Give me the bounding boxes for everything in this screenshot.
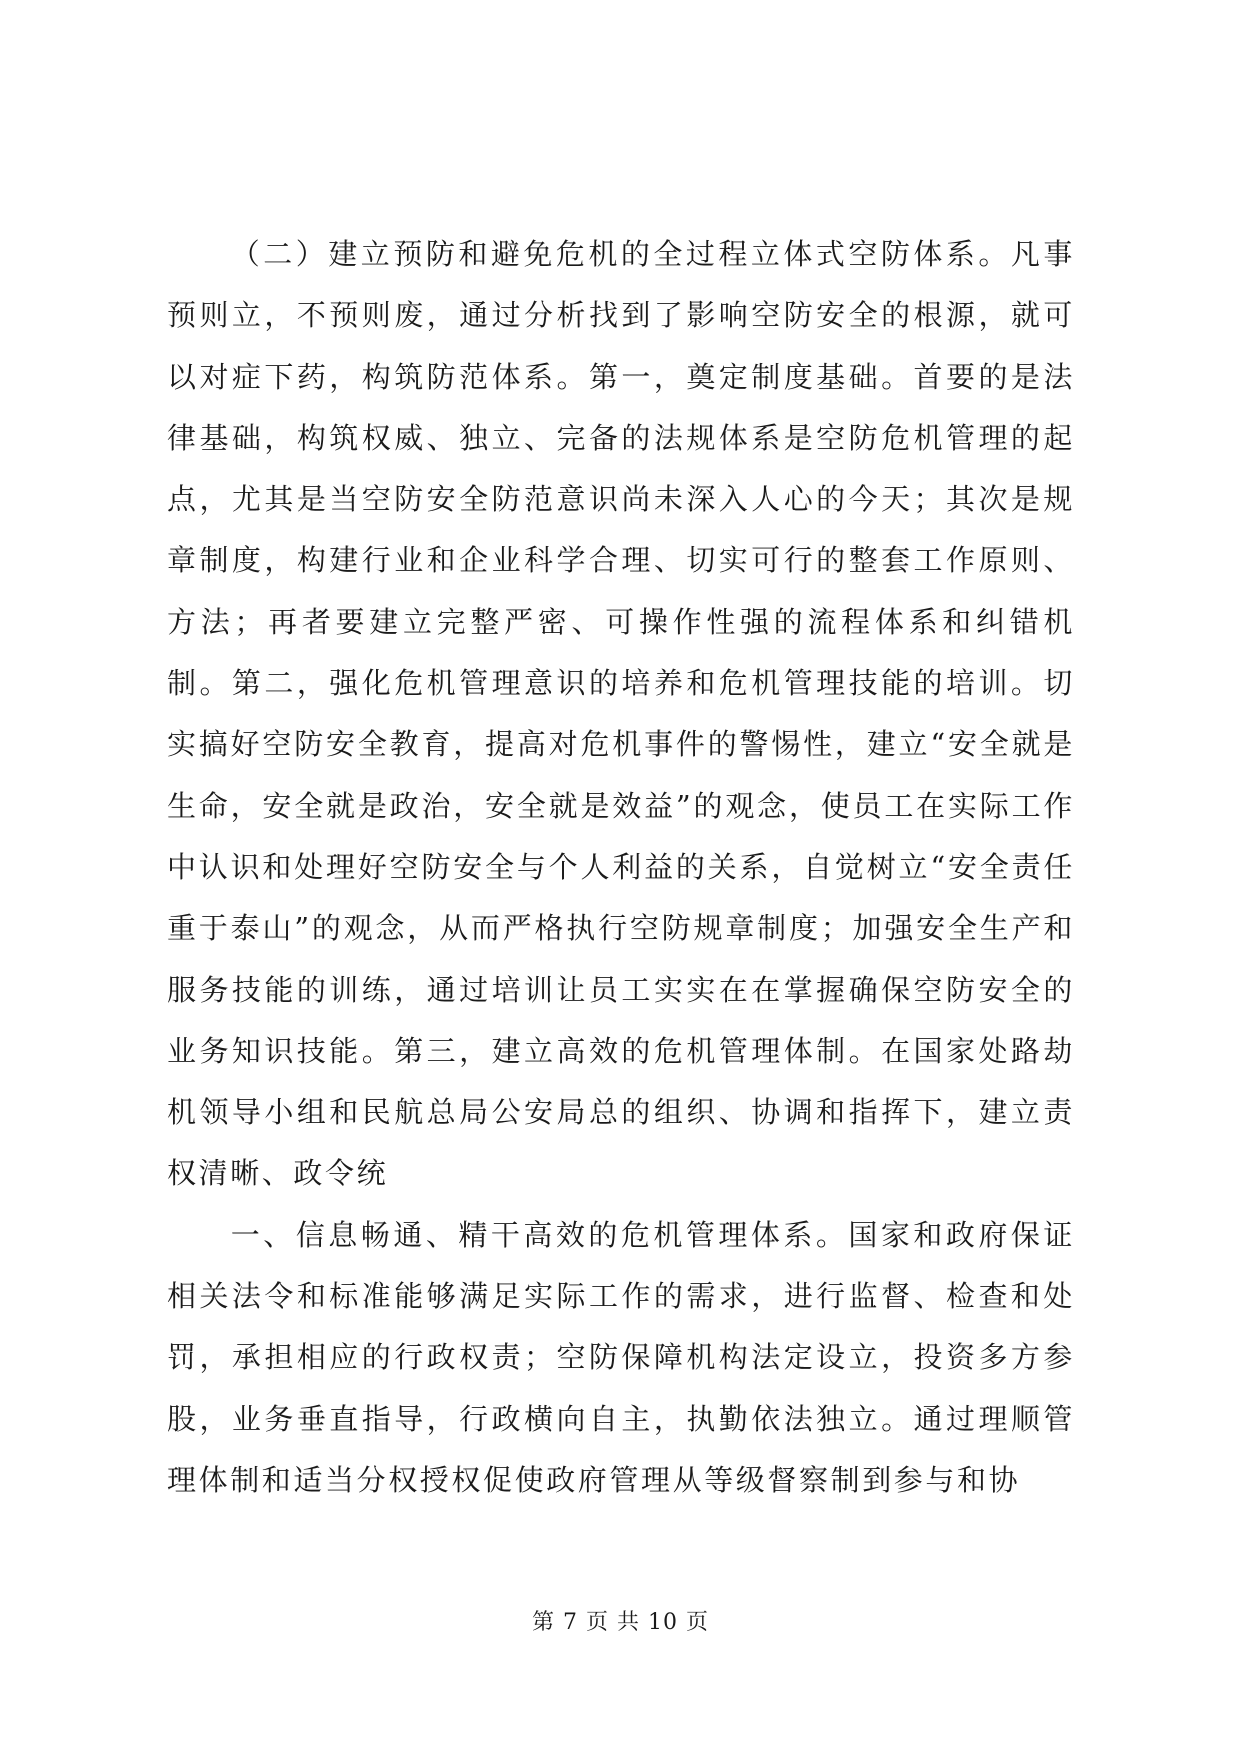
document-body	[167, 224, 1075, 1511]
page-footer: 第 7 页 共 10 页	[532, 1610, 709, 1635]
paragraph-1: （二）建立预防和避免危机的全过程立体式空防体系。凡事预则立，不预则废，通过分析找到了影响空防安全的根源，就可以对症下药，构筑防范体系。第一，奠定制度基础。首要的是法律基础，构筑权威、独立、完备的法规体系是空防危机管理的起点，尤其是当空防安全防范意识尚未深入人心的今天；其次是规章制度，构建行业和企业科学合理、切实可行的整套工作原则、方法；再者要建立完整严密、可操作性强的流程体系和纠错机制。第二，强化危机管理意识的培养和危机管理技能的培训。切实搞好空防安全教育，提高对危机事件的警惕性，建立“安全就是生命，安全就是政治，安全就是效益”的观念，使员工在实际工作中认识和处理好空防安全与个人利益的关系，自觉树立“安全责任重于泰山”的观念，从而严格执行空防规章制度；加强安全生产和服务技能的训练，通过培训让员工实实在在掌握确保空防安全的业务知识技能。第三，建立高效的危机管理体制。在国家处路劫机领导小组和民航总局公安局总的组织、协调和指挥下，建立责权清晰、政令统	[167, 237, 1075, 1191]
paragraph-2: 一、信息畅通、精干高效的危机管理体系。国家和政府保证相关法令和标准能够满足实际工作的需求，进行监督、检查和处罚，承担相应的行政权责；空防保障机构法定设立，投资多方参股，业务垂直指导，行政横向自主，执勤依法独立。通过理顺管理体制和适当分权授权促使政府管理从等级督察制到参与和协	[167, 1217, 1075, 1497]
